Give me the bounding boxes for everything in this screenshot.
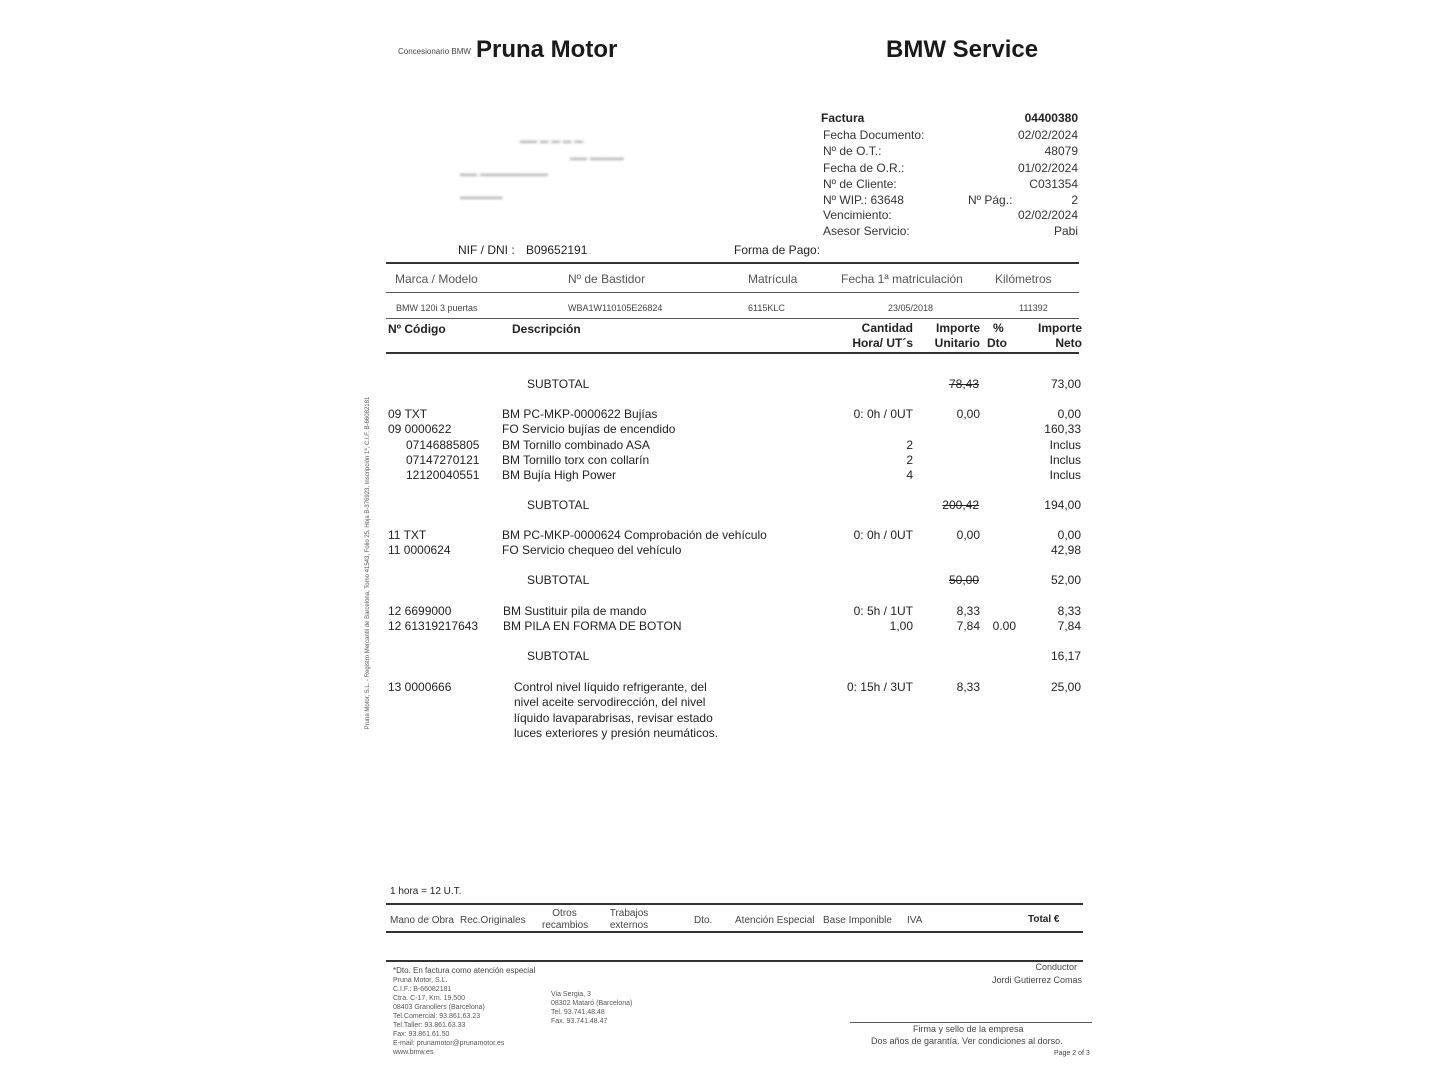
subtotal-label: SUBTOTAL [527,649,590,663]
line-code: 13 0000666 [388,680,452,694]
line-net-amount: 42,98 [1050,543,1081,557]
vehicle-header-plate: Matrícula [748,272,798,286]
subtotal-label: SUBTOTAL [527,498,590,512]
vehicle-header-vin: Nº de Bastidor [568,272,646,286]
col-unit-header-2: Unitario [934,336,980,350]
customer-address-redacted-4: ▁▁▁▁▁ [460,187,503,199]
company-line: C.I.F.: B-66082181 [393,986,452,993]
col-desc-header: Descripción [512,322,581,336]
line-net-amount: 8,33 [1057,604,1081,618]
special-note: *Dto. En factura como atención especial [393,966,536,975]
totals-top-rule [386,903,1083,905]
line-unit-price: 7,84 [956,619,980,633]
company-line: Ctra. C-17, Km. 19,500 [393,995,465,1002]
company-line: E-mail: prunamotor@prunamotor.es [393,1040,505,1047]
vehicle-mid-rule [386,292,1079,293]
line-code: 12 6699000 [388,604,452,618]
col-unit-header-1: Importe [935,321,980,335]
page-indicator: Page 2 of 3 [1054,1050,1090,1057]
vehicle-regdate: 23/05/2018 [888,303,934,313]
line-description: nivel aceite servodirección, del nivel [514,695,706,709]
company-line: Pruna Motor, S.L. [393,977,448,984]
line-unit-price: 0,00 [956,407,980,421]
brand-title: Pruna Motor [476,36,618,63]
signature-rule [850,1022,1092,1023]
line-quantity: 2 [906,438,913,452]
conductor-label: Conductor [1035,962,1077,972]
invoice-field-value: 01/02/2024 [1017,161,1078,175]
company-line: Tel.Comercial: 93.861.63.23 [393,1013,481,1020]
line-quantity: 0: 0h / 0UT [853,528,913,542]
line-code: 09 0000622 [388,422,452,436]
vehicle-km: 111392 [1019,303,1048,313]
company-info [393,976,504,1057]
col-qty-header-1: Cantidad [861,321,913,335]
subtotal-amount: 73,00 [1050,377,1081,391]
customer-address-redacted-3: ▁▁ ▁▁▁▁▁▁▁▁ [460,164,548,176]
warranty-note: Dos años de garantía. Ver condiciones al dorso. [871,1036,1063,1046]
company-line: 08403 Granollers (Barcelona) [393,1004,485,1011]
line-net-amount: 0,00 [1057,407,1081,421]
invoice-field-value: 02/02/2024 [1017,208,1078,222]
invoice-field-label: Nº de O.T.: [823,144,882,158]
line-code: 07146885805 [406,438,480,452]
invoice-field-value: 02/02/2024 [1017,128,1078,142]
subtotal-original-amount: 50,00 [948,573,979,587]
branch-line: Via Sergia, 3 [551,991,591,998]
invoice-field-label: Vencimiento: [823,208,892,222]
totals-header-vat: IVA [907,915,923,926]
branch-line: 08302 Mataró (Barcelona) [551,1000,633,1007]
subtotal-amount: 52,00 [1050,573,1081,587]
subtotal-amount: 16,17 [1050,649,1081,663]
line-quantity: 0: 15h / 3UT [846,680,913,694]
invoice-field-label: Nº WIP.: 63648 [823,193,904,207]
totals-header-other: Otros recambios [542,908,589,931]
totals-header-external: Trabajos externos [609,908,649,931]
line-description: BM Tornillo torx con collarín [502,453,650,467]
line-quantity: 0: 5h / 1UT [853,604,913,618]
col-net-header-2: Neto [1055,336,1082,350]
invoice-label: Factura [821,111,865,125]
line-description: BM PILA EN FORMA DE BOTON [503,619,682,633]
line-code: 07147270121 [406,453,480,467]
line-quantity: 0: 0h / 0UT [853,407,913,421]
line-description: FO Servicio bujías de encendido [502,422,676,436]
signature-label: Firma y sello de la empresa [913,1024,1024,1034]
invoice-field-value: Pabi [1053,224,1078,238]
totals-header-dto: Dto. [694,915,713,926]
line-quantity: 2 [906,453,913,467]
branch-line: Tel. 93.741.48.48 [551,1009,605,1016]
vehicle-header-model: Marca / Modelo [395,272,478,286]
nif-label: NIF / DNI : [458,243,515,257]
col-qty-header-2: Hora/ UT´s [852,336,913,350]
subtotal-label: SUBTOTAL [527,377,590,391]
invoice-field-mid-label: Nº Pág.: [968,193,1013,207]
subtotal-label: SUBTOTAL [527,573,590,587]
invoice-number: 04400380 [1024,111,1078,125]
line-description: BM PC-MKP-0000624 Comprobación de vehículo [502,528,767,542]
invoice-field-label: Fecha Documento: [823,128,925,142]
totals-header-originals: Rec.Originales [460,915,526,926]
subtotal-original-amount: 200,42 [942,498,979,512]
branch-info [551,990,632,1026]
invoice-field-value: 48079 [1044,144,1078,158]
lines-top-rule [386,318,1079,319]
totals-header-base: Base Imponible [823,915,892,926]
totals-header-labor: Mano de Obra [390,915,454,926]
ut-note: 1 hora = 12 U.T. [390,886,462,897]
line-description: líquido lavaparabrisas, revisar estado [514,711,713,725]
line-net-amount: Inclus [1049,438,1081,452]
invoice-field-label: Nº de Cliente: [823,177,897,191]
company-line: www.bmw.es [393,1049,434,1056]
line-code: 11 0000624 [388,543,451,557]
branch-line: Fax. 93.741.48.47 [551,1018,608,1025]
lines-header-rule [386,352,1079,354]
vehicle-header-regdate: Fecha 1ª matriculación [841,272,963,286]
totals-mid-rule [386,931,1083,933]
line-net-amount: Inclus [1049,453,1081,467]
line-code: 12 61319217643 [388,619,479,633]
company-line: Tel.Taller: 93.861.63.33 [393,1022,466,1029]
line-unit-price: 8,33 [956,604,980,618]
totals-header-total: Total € [1028,914,1060,925]
line-quantity: 1,00 [889,619,913,633]
vehicle-plate: 6115KLC [748,303,785,313]
vehicle-header-km: Kilómetros [995,272,1052,286]
side-registry-text: Pruna Motor, S.L. - Registro Mercantil de Barcelona, Tomo 41543, Folio 25, Hoja B-376923, Inscripción 1ª, C.I.F. B-66082181 [365,396,371,730]
invoice-field-value: 2 [1071,193,1078,207]
totals-header-special: Atención Especial [735,915,815,926]
line-description: luces exteriores y presión neumáticos. [514,726,719,740]
line-description: BM Bujía High Power [502,468,617,482]
service-title: BMW Service [886,36,1039,63]
line-description: BM Sustituir pila de mando [503,604,647,618]
vehicle-top-rule [386,262,1079,264]
invoice-field-value: C031354 [1029,177,1078,191]
line-net-amount: 160,33 [1044,422,1081,436]
customer-address-redacted: ▁▁ ▁ ▁ ▁ ▁ [520,131,583,143]
vehicle-model: BMW 120i 3 puertas [396,303,478,313]
line-net-amount: Inclus [1049,468,1081,482]
line-code: 12120040551 [406,468,480,482]
line-description: BM PC-MKP-0000622 Bujías [502,407,658,421]
invoice-field-label: Fecha de O.R.: [823,161,905,175]
line-net-amount: 25,00 [1050,680,1081,694]
line-discount: 0.00 [992,619,1016,633]
subtotal-amount: 194,00 [1044,498,1081,512]
invoice-field-label: Asesor Servicio: [823,224,910,238]
customer-address-redacted-2: ▁▁ ▁▁▁▁ [570,148,624,160]
line-net-amount: 7,84 [1057,619,1081,633]
nif-value: B09652191 [526,243,588,257]
payment-label: Forma de Pago: [734,243,821,257]
conductor-name: Jordi Gutierrez Comas [991,975,1082,985]
col-code-header: Nº Código [388,322,446,336]
company-line: Fax: 93.861.61.50 [393,1031,450,1038]
subtotal-original-amount: 78,43 [948,377,979,391]
col-net-header-1: Importe [1037,321,1082,335]
line-code: 11 TXT [388,528,427,542]
line-unit-price: 0,00 [956,528,980,542]
col-dto-header-1: % [993,321,1004,335]
line-description: Control nivel líquido refrigerante, del [514,680,707,694]
line-description: BM Tornillo combinado ASA [502,438,650,452]
col-dto-header-2: Dto [987,336,1007,350]
line-unit-price: 8,33 [956,680,980,694]
dealer-tag: Concesionario BMW [398,47,471,56]
vehicle-vin: WBA1W110105E26824 [568,303,663,313]
line-description: FO Servicio chequeo del vehículo [502,543,682,557]
line-code: 09 TXT [388,407,428,421]
line-quantity: 4 [906,468,913,482]
line-net-amount: 0,00 [1057,528,1081,542]
